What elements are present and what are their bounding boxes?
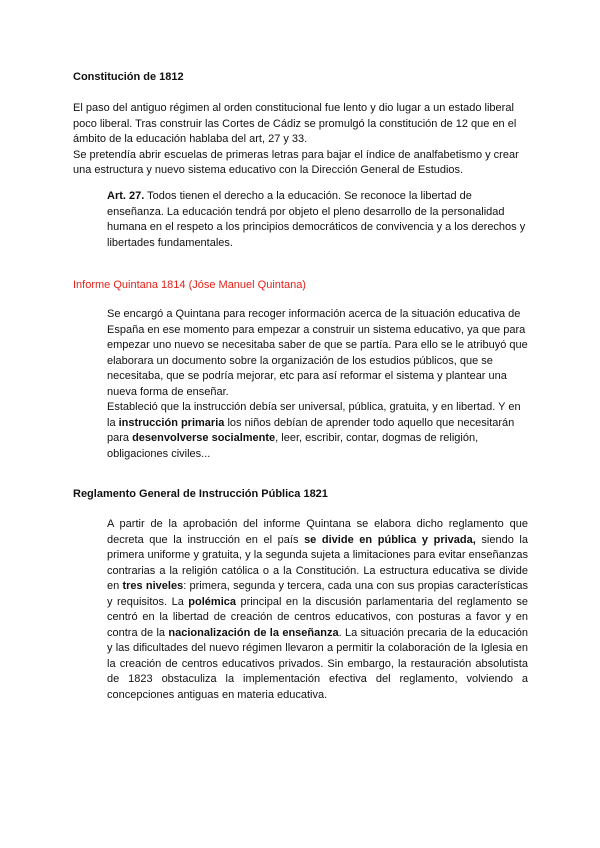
paragraph: Estableció que la instrucción debía ser universal, pública, gratuita, y en libertad. Y en la instrucción primaria los niños debían de aprender todo aquello que necesitarán para desenvolverse socialmente, leer, escribir, contar, dogmas de religión, obligaciones civiles... bbox=[107, 401, 521, 460]
paragraph: A partir de la aprobación del informe Quintana se elabora dicho reglamento que decreta que la instrucción en el país se divide en pública y privada, siendo la primera uniforme y gratuita, y la segunda sujeta a limitaciones para evitar enseñanzas contrarias a la religión católica o a la Constitución. La estructura educativa se divide en tres niveles: primera, segunda y tercera, cada una con sus propias características y requisitos. La polémica principal en la discusión parlamentaria del reglamento se centró en la libertad de creación de centros educativos, con posturas a favor y en contra de la nacionalización de la enseñanza. La situación precaria de la educación y las dificultades del nuevo régimen llevaron a permitir la colaboración de la Iglesia en la creación de centros educativos privados. Sin embargo, la restauración absolutista de 1823 obstaculiza la implementación efectiva del reglamento, volviendo a concepciones antiguas en materia educativa. bbox=[107, 518, 528, 701]
section-3-body bbox=[107, 517, 528, 703]
article-text: Todos tienen el derecho a la educación. Se reconoce la libertad de enseñanza. La educación tendrá por objeto el pleno desarrollo de la personalidad humana en el respeto a los principios democráticos de convivencia y a los derechos y libertades fundamentales. bbox=[107, 190, 526, 249]
section-1-body bbox=[73, 101, 531, 179]
article-27-quote bbox=[107, 189, 527, 251]
paragraph: El paso del antiguo régimen al orden constitucional fue lento y dio lugar a un estado liberal poco liberal. Tras construir las Cortes de Cádiz se promulgó la constitución de 12 que en el ámbito de la educación hablaba del art, 27 y 33. bbox=[73, 102, 517, 145]
section-2-body bbox=[107, 307, 531, 462]
article-label: Art. 27. bbox=[107, 190, 145, 202]
paragraph: Se pretendía abrir escuelas de primeras letras para bajar el índice de analfabetismo y crear una estructura y nuevo sistema educativo con la Dirección General de Estudios. bbox=[73, 148, 519, 176]
heading-reglamento-1821: Reglamento General de Instrucción Pública 1821 bbox=[73, 488, 328, 500]
heading-informe-quintana: Informe Quintana 1814 (Jóse Manuel Quintana) bbox=[73, 279, 306, 291]
heading-constitucion-1812: Constitución de 1812 bbox=[73, 71, 184, 83]
paragraph: Se encargó a Quintana para recoger información acerca de la situación educativa de España en ese momento para empezar a construir un sistema educativo, ya que para empezar uno nuevo se necesitaba saber de que se partía. Para ello se le atribuyó que elaborara un documento sobre la organización de los estudios públicos, que se necesitaba, que se podría mejorar, etc para así reformar el sistema y plantear una nueva forma de enseñar. bbox=[107, 308, 528, 398]
